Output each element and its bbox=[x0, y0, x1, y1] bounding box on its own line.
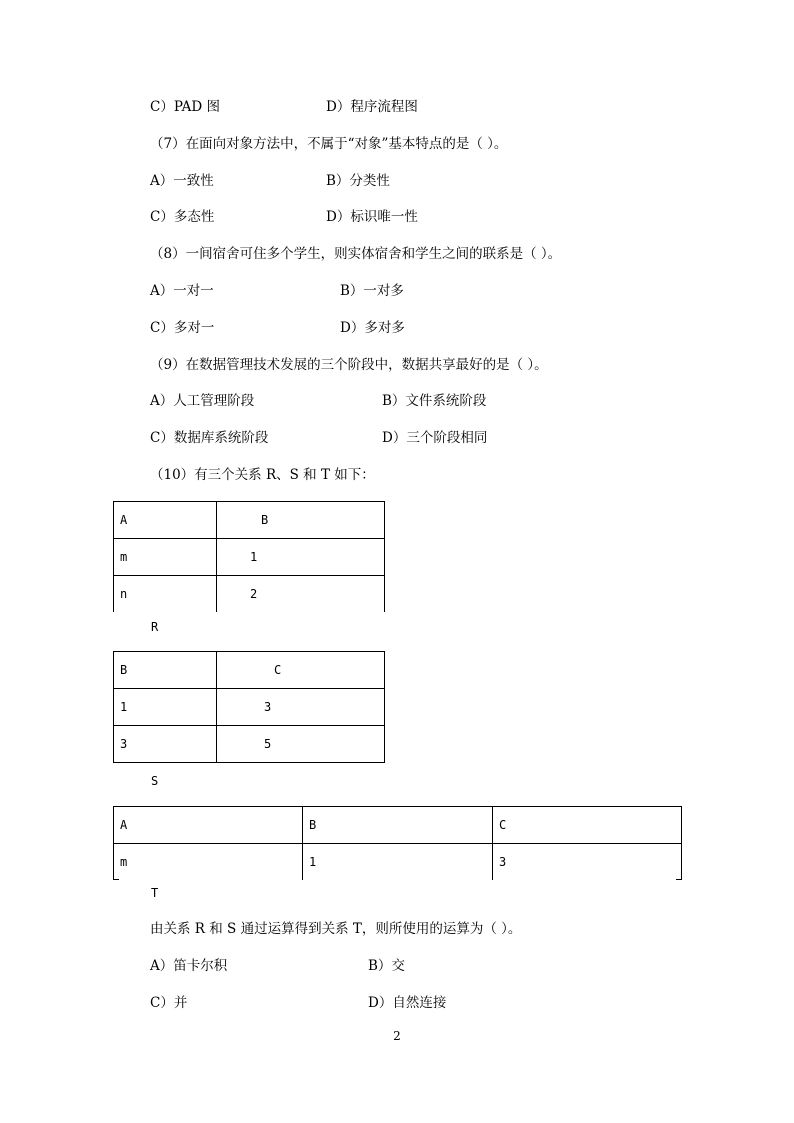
table-header-cell: A bbox=[114, 502, 217, 539]
q7-option-b: B）分类性 bbox=[326, 173, 390, 189]
q9-option-b: B）文件系统阶段 bbox=[382, 393, 487, 409]
table-header-cell: A bbox=[114, 807, 303, 844]
table-bottom-tick-left bbox=[113, 879, 119, 880]
table-cell: 5 bbox=[217, 726, 385, 763]
q10-option-d: D）自然连接 bbox=[368, 995, 447, 1011]
table-row bbox=[114, 576, 385, 613]
q10-option-b: B）交 bbox=[368, 958, 405, 974]
table-header-cell: C bbox=[217, 652, 385, 689]
table-header-cell: B bbox=[303, 807, 493, 844]
q8-option-c: C）多对一 bbox=[150, 320, 215, 336]
table-cell: 2 bbox=[217, 576, 385, 613]
q7-option-c: C）多态性 bbox=[150, 209, 215, 225]
relation-r-table bbox=[113, 501, 385, 612]
table-cell: n bbox=[114, 576, 217, 613]
q10-option-a: A）笛卡尔积 bbox=[150, 958, 228, 974]
table-row bbox=[114, 539, 385, 576]
relation-s-table bbox=[113, 651, 385, 763]
table-cell: 1 bbox=[114, 689, 217, 726]
relation-s-caption: S bbox=[151, 774, 159, 788]
table-row bbox=[114, 726, 385, 763]
table-header-row bbox=[114, 502, 385, 539]
table-cell: 1 bbox=[303, 844, 493, 881]
q9-option-c: C）数据库系统阶段 bbox=[150, 430, 269, 446]
q10-question-continued: 由关系 R 和 S 通过运算得到关系 T，则所使用的运算为（ ）。 bbox=[150, 921, 522, 937]
q9-option-d: D）三个阶段相同 bbox=[382, 430, 488, 446]
table-cell: 3 bbox=[114, 726, 217, 763]
table-header-cell: B bbox=[114, 652, 217, 689]
table-cell: m bbox=[114, 539, 217, 576]
q7-option-a: A）一致性 bbox=[150, 173, 214, 189]
table-row bbox=[114, 689, 385, 726]
q8-question: （8）一间宿舍可住多个学生，则实体宿舍和学生之间的联系是（ ）。 bbox=[150, 246, 562, 262]
table-cell: 1 bbox=[217, 539, 385, 576]
relation-t-table bbox=[113, 806, 682, 880]
table-header-cell: C bbox=[493, 807, 682, 844]
q6-option-c: C）PAD 图 bbox=[150, 99, 221, 115]
relation-t-caption: T bbox=[151, 886, 159, 900]
q9-question: （9）在数据管理技术发展的三个阶段中，数据共享最好的是（ ）。 bbox=[150, 357, 548, 373]
table-cell: 3 bbox=[493, 844, 682, 881]
page-number: 2 bbox=[393, 1029, 401, 1043]
q9-option-a: A）人工管理阶段 bbox=[150, 393, 255, 409]
q6-option-d: D）程序流程图 bbox=[326, 99, 418, 115]
relation-r-caption: R bbox=[151, 620, 159, 634]
q8-option-b: B）一对多 bbox=[340, 283, 404, 299]
table-cell: 3 bbox=[217, 689, 385, 726]
q10-question: （10）有三个关系 R、S 和 T 如下： bbox=[150, 467, 375, 483]
table-header-row bbox=[114, 807, 682, 844]
table-row bbox=[114, 844, 682, 881]
q8-option-d: D）多对多 bbox=[340, 320, 405, 336]
table-cell: m bbox=[114, 844, 303, 881]
table-bottom-tick-right bbox=[676, 879, 682, 880]
q7-question: （7）在面向对象方法中，不属于“对象”基本特点的是（ ）。 bbox=[150, 136, 508, 152]
q8-option-a: A）一对一 bbox=[150, 283, 214, 299]
table-header-row bbox=[114, 652, 385, 689]
q10-option-c: C）并 bbox=[150, 995, 188, 1011]
table-header-cell: B bbox=[217, 502, 385, 539]
q7-option-d: D）标识唯一性 bbox=[326, 209, 418, 225]
